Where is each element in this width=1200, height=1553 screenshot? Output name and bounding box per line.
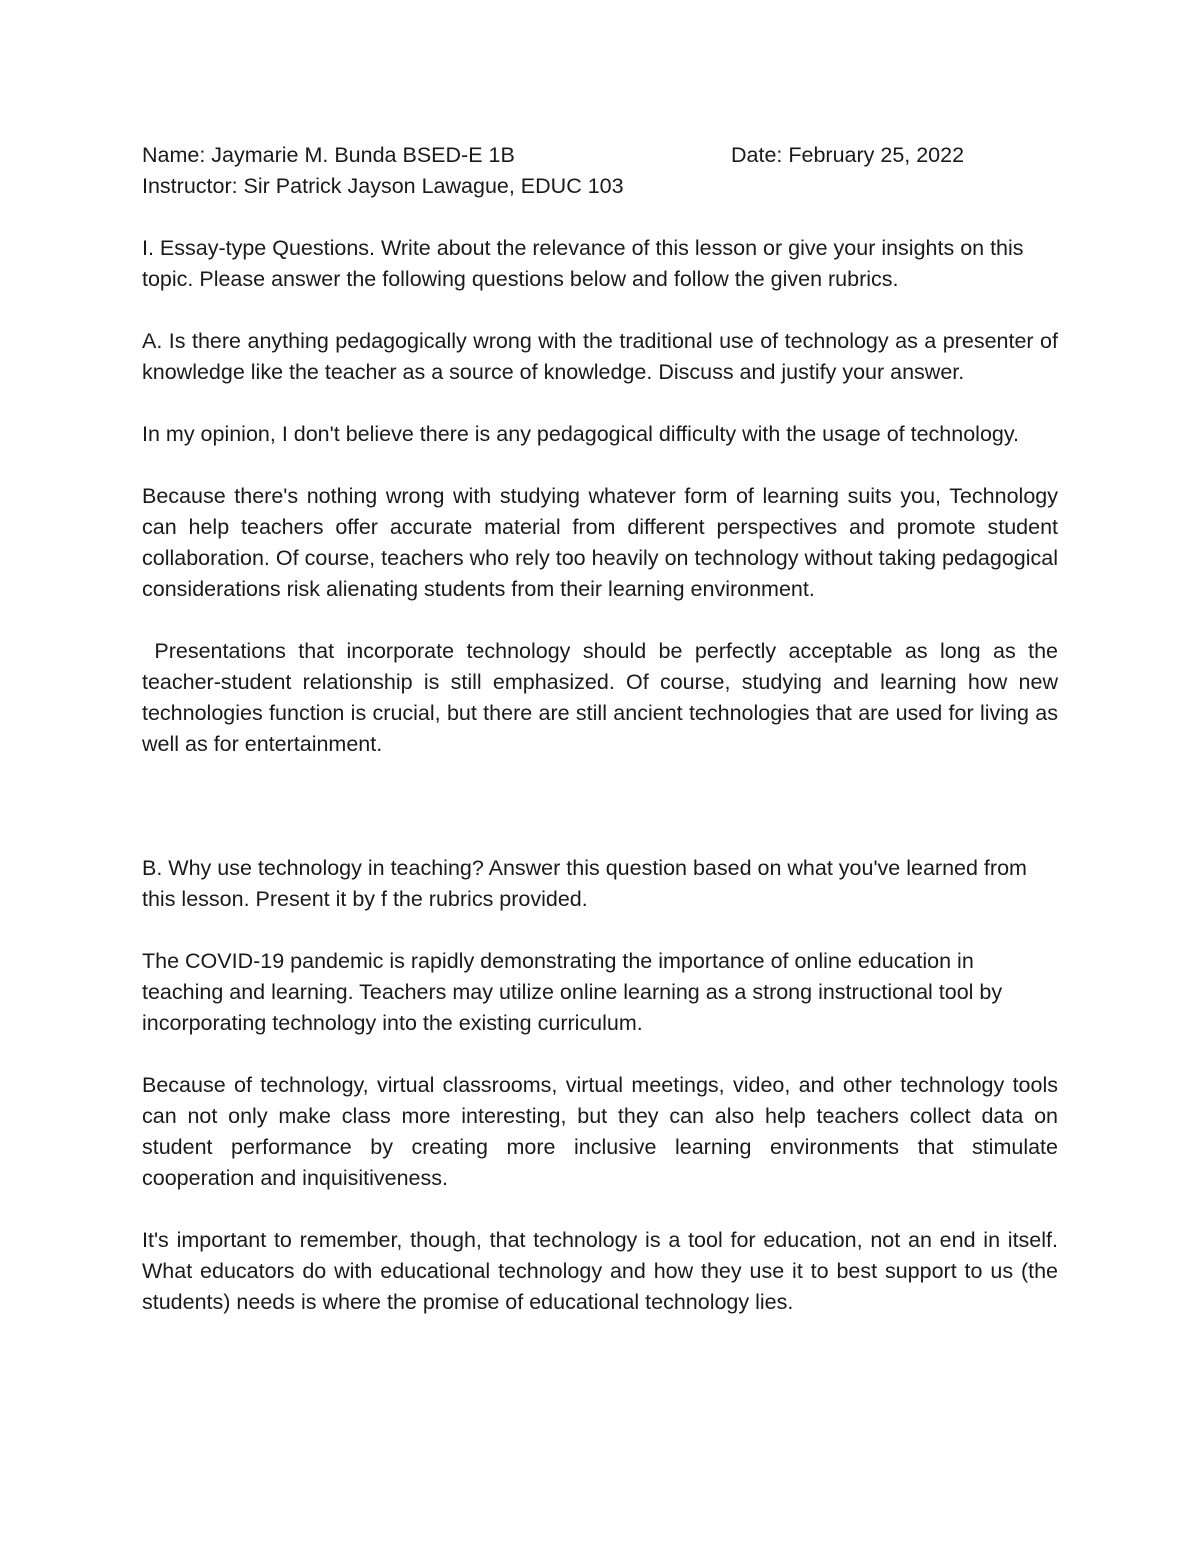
submission-date: Date: February 25, 2022: [731, 143, 965, 167]
instructions-paragraph: I. Essay-type Questions. Write about the relevance of this lesson or give your insights on this topic. Please answer the following questions below and follow the given rubrics.: [142, 236, 1024, 291]
question-a-answer-1: In my opinion, I don't believe there is any pedagogical difficulty with the usage of technology.: [142, 422, 1019, 446]
instructor-line: Instructor: Sir Patrick Jayson Lawague, EDUC 103: [142, 174, 624, 198]
document-body: [142, 140, 1064, 1318]
question-b-answer-3: It's important to remember, though, that technology is a tool for education, not an end in itself. What educators do with educational technology and how they use it to best support to us (the students) needs is where the promise of educational technology lies.: [142, 1228, 1058, 1314]
question-a-answer-3: Presentations that incorporate technology should be perfectly acceptable as long as the teacher-student relationship is still emphasized. Of course, studying and learning how new technologies function is crucial, but there are still ancient technologies that are used for living as well as for entertainment.: [142, 639, 1064, 756]
question-a-answer-2: Because there's nothing wrong with studying whatever form of learning suits you, Technology can help teachers offer accurate material from different perspectives and promote student collaboration. Of course, teachers who rely too heavily on technology without taking pedagogical considerations risk alienating students from their learning environment.: [142, 484, 1058, 601]
header-line: [142, 140, 1058, 171]
question-b-answer-1: The COVID-19 pandemic is rapidly demonstrating the importance of online education in teaching and learning. Teachers may utilize online learning as a strong instructional tool by incorporating technology into the existing curriculum.: [142, 949, 1003, 1035]
student-name: Name: Jaymarie M. Bunda BSED-E 1B: [142, 143, 515, 167]
question-b-prompt: B. Why use technology in teaching? Answer this question based on what you've learned from this lesson. Present it by f the rubrics provided.: [142, 856, 1027, 911]
question-a-prompt: A. Is there anything pedagogically wrong with the traditional use of technology as a presenter of knowledge like the teacher as a source of knowledge. Discuss and justify your answer.: [142, 329, 1058, 384]
question-b-answer-2: Because of technology, virtual classrooms, virtual meetings, video, and other technology tools can not only make class more interesting, but they can also help teachers collect data on student performance by creating more inclusive learning environments that stimulate cooperation and inquisitiveness.: [142, 1073, 1058, 1190]
